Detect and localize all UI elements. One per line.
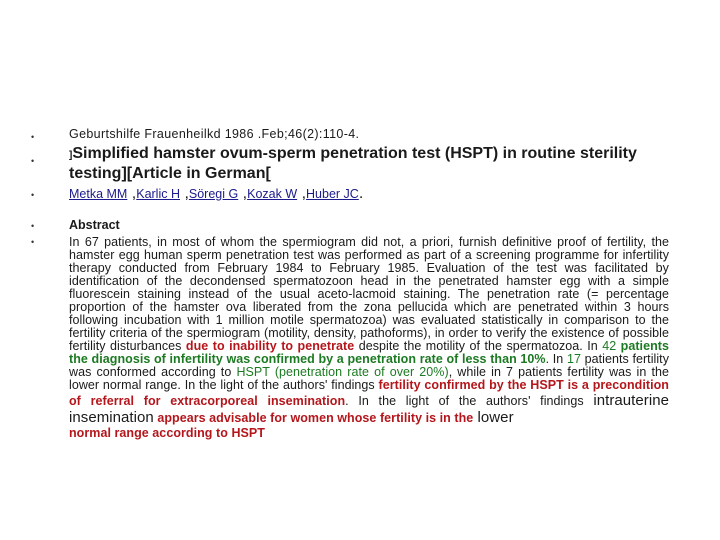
author-link[interactable]: Söregi G: [188, 187, 239, 201]
citation: Geburtshilfe Frauenheilkd 1986 .Feb;46(2):110-4.: [69, 127, 360, 141]
title-text: Simplified hamster ovum-sperm penetration test (HSPT) in routine sterility testing][Article in German[: [69, 145, 637, 182]
highlight-green-number: 42: [602, 339, 617, 353]
highlight-red: due to inability to penetrate: [185, 339, 355, 353]
abstract-text: . In: [545, 352, 567, 366]
bullet-icon: •: [31, 221, 35, 231]
highlight-red: normal range according to HSPT: [69, 426, 265, 440]
bullet-icon: •: [31, 132, 35, 142]
bullet-icon: •: [31, 190, 35, 200]
large-text: lower: [473, 409, 514, 426]
bullet-icon: •: [31, 156, 35, 166]
highlight-red: fertility confirmed by the HSPT is a precondition of referral for extracorporeal insemination: [69, 378, 669, 408]
highlight-green-plain: HSPT (penetration rate of over 20%): [236, 365, 449, 379]
highlight-green-number: 17: [566, 352, 581, 366]
abstract-text: despite the motility of the spermatozoa. In: [354, 339, 603, 353]
abstract-heading: Abstract: [69, 218, 120, 232]
abstract-body: [69, 236, 669, 440]
author-link[interactable]: Huber JC: [306, 187, 359, 201]
author-list: Metka MM ,Karlic H ,Söregi G ,Kozak W ,Huber JC.: [69, 185, 364, 202]
author-link[interactable]: Metka MM: [69, 187, 128, 201]
abstract-text: , while in 7 patients fertility was in the lower normal range. In the light of the authors' findings: [69, 365, 669, 392]
author-link[interactable]: Kozak W: [247, 187, 298, 201]
highlight-green: patients the diagnosis of infertility was confirmed by a penetration rate of less than 10%: [69, 339, 669, 366]
article-title: [69, 145, 649, 183]
title-bracket: ]: [69, 150, 73, 161]
bullet-icon: •: [31, 237, 35, 247]
abstract-text: . In the light of the authors' findings: [345, 394, 594, 408]
abstract-text: In 67 patients, in most of whom the spermiogram did not, a priori, furnish definitive proof of fertility, the hamster egg human sperm penetration test was performed as part of a screening programme for infertility therapy conducted from February 1984 to February 1985. Evaluation of the test was facilitated by identification of the decondensed spermatozoon head in the penetrated hamster egg with a simple fluorescein staining instead of the usual aceto-lacmoid staining. The penetration rate (= percentage proportion of the hamster ova liberated from the zona pellucida which are penetrated within 3 hours following incubation with 1 million motile spermatozoa) was evaluated statistically in comparison to the fertility criteria of the spermiogram (motility, density, pathoforms), in order to verify the existence of possible fertility disturbances: [69, 235, 669, 353]
abstract-text: patients fertility was conformed according to: [69, 352, 670, 379]
highlight-red: appears advisable for women whose fertility is in the: [153, 411, 474, 425]
author-link[interactable]: Karlic H: [136, 187, 180, 201]
large-text: intrauterine insemination: [69, 392, 669, 426]
